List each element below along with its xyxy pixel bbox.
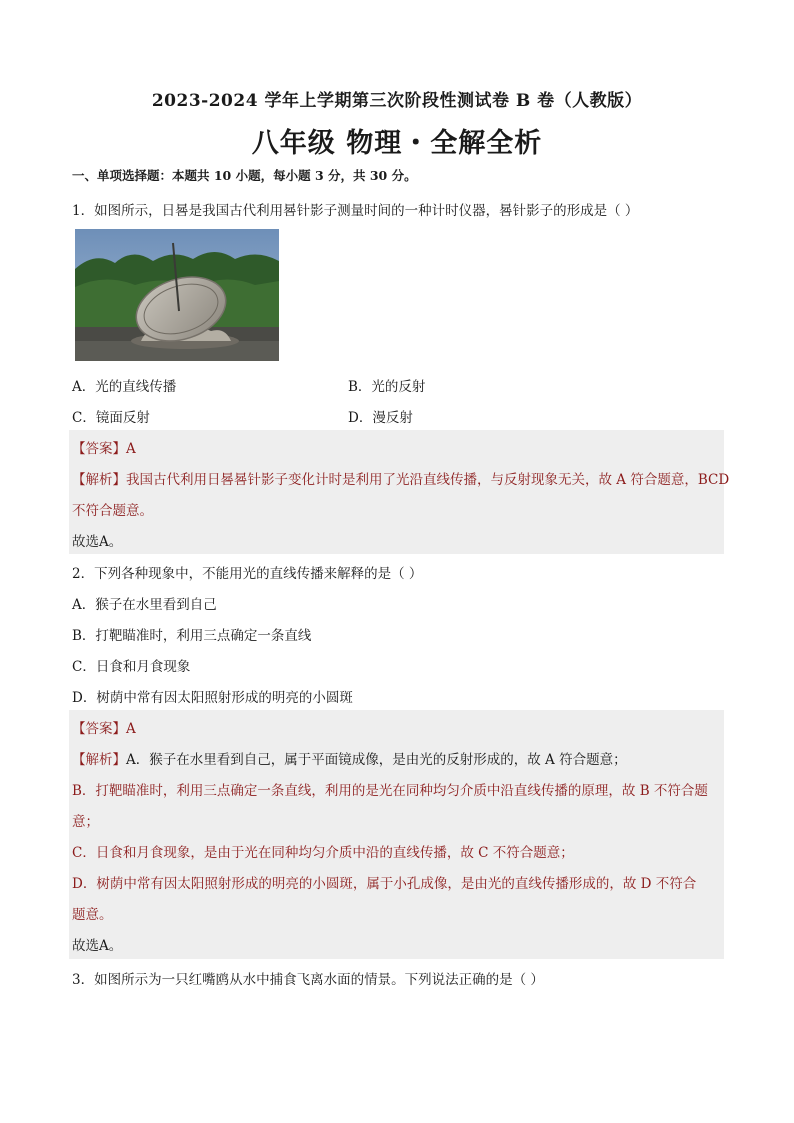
document-title: 2023-2024 学年上学期第三次阶段性测试卷 B 卷（人教版）: [151, 91, 643, 111]
q1-option-c: C．镜面反射: [72, 410, 150, 426]
q1-analysis-text-1: 我国古代利用日晷晷针影子变化计时是利用了光沿直线传播，与反射现象无关，故 A 符合题意，BCD: [126, 472, 730, 488]
q1-analysis-tag: 【解析】: [72, 472, 126, 488]
q2-analysis-tag: 【解析】: [72, 752, 126, 768]
q2-analysis-line-5: D．树荫中常有因太阳照射形成的明亮的小圆斑，属于小孔成像，是由光的直线传播形成的，故 D 不符合: [72, 876, 697, 892]
q2-analysis-line-4: C．日食和月食现象，是由于光在同种均匀介质中沿的直线传播，故 C 不符合题意；: [72, 845, 574, 861]
q2-analysis-line-6: 题意。: [72, 907, 113, 923]
section-heading: 一、单项选择题：本题共 10 小题，每小题 3 分，共 30 分。: [72, 168, 417, 183]
q1-answer-box: [69, 430, 730, 554]
q2-analysis-text-1: A．猴子在水里看到自己，属于平面镜成像，是由光的反射形成的，故 A 符合题意；: [126, 752, 627, 768]
question-1-stem: 1．如图所示，日晷是我国古代利用晷针影子测量时间的一种计时仪器，晷针影子的形成是（ ）: [72, 203, 639, 219]
q2-analysis-line-1: [72, 748, 627, 768]
q1-option-b: B．光的反射: [348, 379, 426, 395]
q2-answer: 【答案】A: [72, 721, 136, 737]
question-3-stem: 3．如图所示为一只红嘴鸥从水中捕食飞离水面的情景。下列说法正确的是（ ）: [72, 972, 544, 988]
q2-answer-box: [69, 710, 724, 959]
document-subtitle: 八年级 物理・全解全析: [251, 128, 543, 159]
q1-analysis-line-1: [72, 468, 729, 488]
q2-option-a: A．猴子在水里看到自己: [72, 597, 217, 613]
q2-analysis-line-3: 意；: [72, 814, 99, 830]
q2-option-c: C．日食和月食现象: [72, 659, 191, 675]
q1-analysis-line-2: 不符合题意。: [72, 503, 153, 519]
q2-choose: 故选A。: [72, 938, 123, 954]
q1-answer: 【答案】A: [72, 441, 136, 457]
q2-option-b: B．打靶瞄准时，利用三点确定一条直线: [72, 628, 312, 644]
q1-option-d: D．漫反射: [348, 410, 413, 426]
q2-analysis-line-2: B．打靶瞄准时，利用三点确定一条直线，利用的是光在同种均匀介质中沿直线传播的原理，故 B 不符合题: [72, 783, 708, 799]
q2-option-d: D．树荫中常有因太阳照射形成的明亮的小圆斑: [72, 690, 353, 706]
question-2-stem: 2．下列各种现象中，不能用光的直线传播来解释的是（ ）: [72, 566, 423, 582]
sundial-photo: [75, 229, 279, 361]
q1-option-a: A．光的直线传播: [72, 379, 177, 395]
q1-choose: 故选A。: [72, 534, 123, 550]
